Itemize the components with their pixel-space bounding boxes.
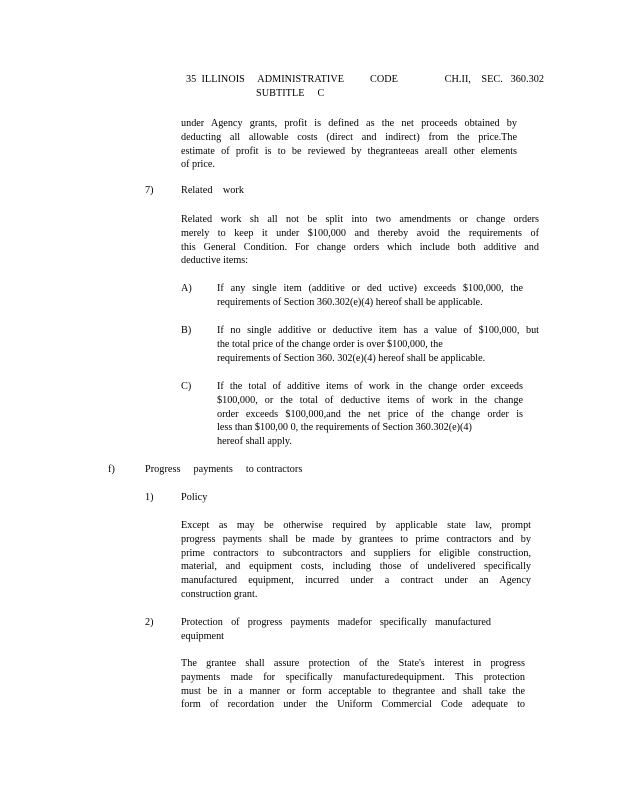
paragraph-line: under Agency grants, profit is defined as the net proceeds obtained by bbox=[181, 118, 517, 129]
paragraph-line: construction grant. bbox=[181, 588, 258, 600]
paragraph-line: this General Condition. For change orders which include both additive and bbox=[181, 241, 539, 253]
paragraph-line: deducting all allowable costs (direct and indirect) from the price.The bbox=[181, 131, 517, 143]
paragraph-line: progress payments shall be made by grantees to prime contractors and by bbox=[181, 533, 531, 545]
paragraph-line: prime contractors to subcontractors and suppliers for eligible construction, bbox=[181, 547, 531, 559]
paragraph-line: deductive items: bbox=[181, 255, 249, 267]
paragraph-line: must be in a manner or form acceptable to thegrantee and shall take the bbox=[181, 685, 525, 697]
header-line-2: SUBTITLE C bbox=[256, 88, 325, 99]
paragraph-line: Except as may be otherwise required by applicable state law, prompt bbox=[181, 520, 531, 531]
paragraph-line: $100,000, or the total of deductive items of work in the change bbox=[217, 394, 523, 406]
paragraph-line: If any single item (additive or ded uctive) exceeds $100,000, the bbox=[217, 283, 523, 294]
paragraph-line: Related work sh all not be split into two amendments or change orders bbox=[181, 214, 539, 225]
paragraph-line: merely to keep it under $100,000 and thereby avoid the requirements of bbox=[181, 227, 539, 239]
subitem-c-letter: C) bbox=[181, 381, 192, 392]
paragraph-line: estimate of profit is to be reviewed by thegranteeas areall other elements bbox=[181, 145, 517, 157]
intro-paragraph bbox=[181, 117, 517, 172]
paragraph-line: the total price of the change order is over $100,000, the bbox=[217, 338, 443, 350]
item-7-number: 7) bbox=[145, 185, 154, 196]
item-7-paragraph bbox=[181, 213, 539, 268]
paragraph-line: material, and equipment costs, including those of undelivered specifically bbox=[181, 561, 531, 573]
policy-title: Policy bbox=[181, 492, 208, 503]
paragraph-line: form of recordation under the Uniform Commercial Code adequate to bbox=[181, 699, 525, 711]
item-7-title: Related work bbox=[181, 185, 244, 196]
paragraph-line: payments made for specifically manufacturedequipment. This protection bbox=[181, 671, 525, 683]
paragraph-line: If no single additive or deductive item has a value of $100,000, but bbox=[217, 325, 539, 336]
paragraph-line: If the total of additive items of work in the change order exceeds bbox=[217, 381, 523, 392]
subitem-b-letter: B) bbox=[181, 325, 192, 336]
paragraph-line: requirements of Section 360.302(e)(4) hereof shall be applicable. bbox=[217, 296, 483, 308]
policy-number: 1) bbox=[145, 492, 154, 503]
paragraph-line: hereof shall apply. bbox=[217, 436, 292, 448]
section-f-title: Progress payments to contractors bbox=[145, 464, 303, 475]
paragraph-line: manufactured equipment, incurred under a contract under an Agency bbox=[181, 575, 531, 587]
protection-number: 2) bbox=[145, 617, 154, 628]
title-line: equipment bbox=[181, 630, 225, 642]
protection-title bbox=[181, 616, 491, 644]
subitem-b-text bbox=[217, 324, 539, 365]
paragraph-line: requirements of Section 360. 302(e)(4) hereof shall be applicable. bbox=[217, 352, 486, 364]
protection-paragraph bbox=[181, 657, 525, 712]
subitem-c-text bbox=[217, 380, 523, 449]
paragraph-line: The grantee shall assure protection of the State's interest in progress bbox=[181, 658, 525, 669]
section-f-letter: f) bbox=[108, 464, 115, 475]
policy-paragraph bbox=[181, 519, 531, 602]
paragraph-line: order exceeds $100,000,and the net price of the change order is bbox=[217, 408, 523, 420]
paragraph-line: less than $100,00 0, the requirements of Section 360.302(e)(4) bbox=[217, 422, 472, 434]
header-line-1: 35 ILLINOIS ADMINISTRATIVE CODE CH.II, SEC. 360.302 bbox=[186, 74, 545, 85]
title-line: Protection of progress payments madefor specifically manufactured bbox=[181, 617, 491, 628]
subitem-a-letter: A) bbox=[181, 283, 192, 294]
paragraph-line: of price. bbox=[181, 159, 215, 171]
subitem-a-text bbox=[217, 282, 523, 310]
